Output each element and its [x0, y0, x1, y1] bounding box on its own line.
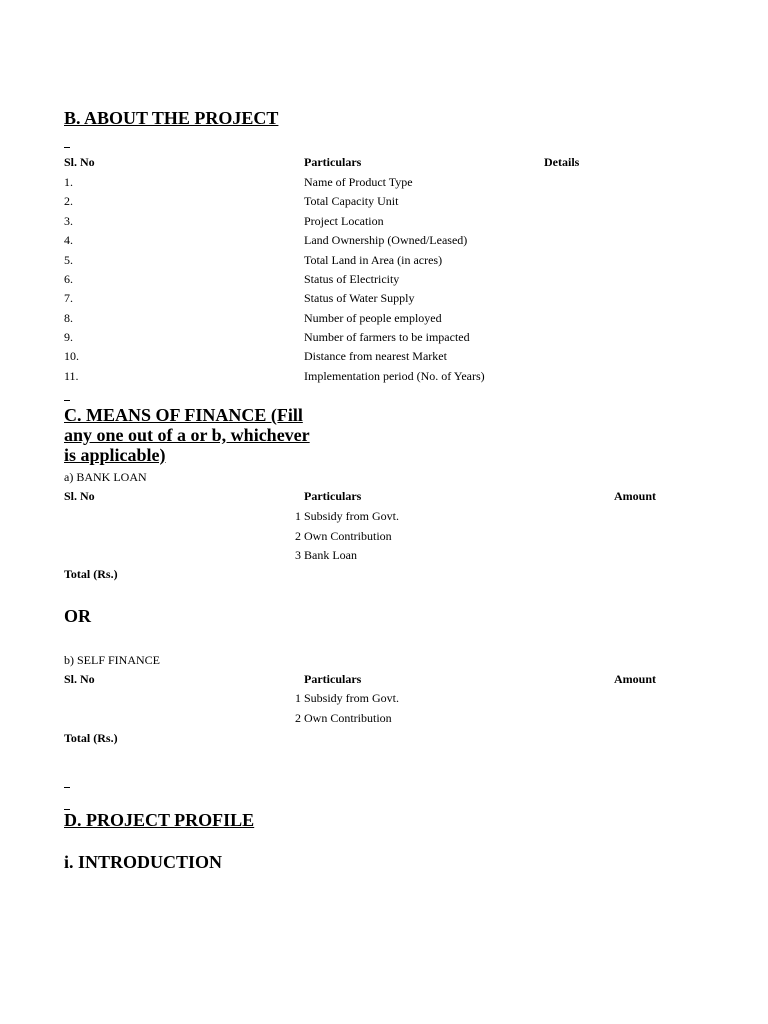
b-row-6-no: 6.	[64, 272, 73, 286]
blank-marker	[64, 389, 70, 401]
introduction-heading: i. INTRODUCTION	[64, 852, 223, 872]
c-a-row-1-particular: Subsidy from Govt.	[304, 509, 400, 523]
section-c-heading: C. MEANS OF FINANCE (Fill any one out of a or b, whichever is applicable)	[64, 405, 310, 465]
or-label: OR	[64, 606, 91, 626]
b-row-10-no: 10.	[64, 349, 79, 363]
b-row-3-no: 3.	[64, 214, 73, 228]
b-row-9-no: 9.	[64, 330, 73, 344]
c-b-header-slno: Sl. No	[64, 672, 95, 686]
b-row-8-no: 8.	[64, 311, 73, 325]
b-row-6-particular: Status of Electricity	[304, 272, 400, 286]
b-row-5-particular: Total Land in Area (in acres)	[304, 253, 443, 267]
b-header-slno: Sl. No	[64, 155, 95, 169]
c-b-header-particulars: Particulars	[304, 672, 362, 686]
c-b-total: Total (Rs.)	[64, 731, 118, 745]
b-header-details: Details	[544, 155, 580, 169]
b-row-1-no: 1.	[64, 175, 73, 189]
c-a-row-2-particular: Own Contribution	[304, 529, 392, 543]
c-b-row-1-no: 1	[295, 691, 301, 705]
bank-loan-label: a) BANK LOAN	[64, 470, 147, 484]
c-a-row-3-particular: Bank Loan	[304, 548, 357, 562]
b-header-particulars: Particulars	[304, 155, 362, 169]
c-b-row-2-no: 2	[295, 711, 301, 725]
b-row-3-particular: Project Location	[304, 214, 384, 228]
b-row-2-particular: Total Capacity Unit	[304, 194, 399, 208]
c-a-row-1-no: 1	[295, 509, 301, 523]
c-a-total: Total (Rs.)	[64, 567, 118, 581]
b-row-2-no: 2.	[64, 194, 73, 208]
c-a-header-slno: Sl. No	[64, 489, 95, 503]
c-b-row-2-particular: Own Contribution	[304, 711, 392, 725]
b-row-4-particular: Land Ownership (Owned/Leased)	[304, 233, 468, 247]
b-row-9-particular: Number of farmers to be impacted	[304, 330, 470, 344]
section-b-heading: B. ABOUT THE PROJECT	[64, 108, 279, 128]
c-a-row-3-no: 3	[295, 548, 301, 562]
b-row-4-no: 4.	[64, 233, 73, 247]
b-row-8-particular: Number of people employed	[304, 311, 442, 325]
c-b-header-amount: Amount	[614, 672, 657, 686]
section-d-heading: D. PROJECT PROFILE	[64, 810, 255, 830]
b-row-7-no: 7.	[64, 291, 73, 305]
b-row-11-no: 11.	[64, 369, 79, 383]
self-finance-label: b) SELF FINANCE	[64, 653, 161, 667]
blank-marker	[64, 776, 70, 788]
c-a-header-particulars: Particulars	[304, 489, 362, 503]
b-row-10-particular: Distance from nearest Market	[304, 349, 447, 363]
b-row-1-particular: Name of Product Type	[304, 175, 413, 189]
c-a-row-2-no: 2	[295, 529, 301, 543]
c-b-row-1-particular: Subsidy from Govt.	[304, 691, 400, 705]
c-a-header-amount: Amount	[614, 489, 657, 503]
blank-marker	[64, 136, 70, 148]
b-row-11-particular: Implementation period (No. of Years)	[304, 369, 485, 383]
blank-marker	[64, 798, 70, 810]
b-row-5-no: 5.	[64, 253, 73, 267]
b-row-7-particular: Status of Water Supply	[304, 291, 415, 305]
